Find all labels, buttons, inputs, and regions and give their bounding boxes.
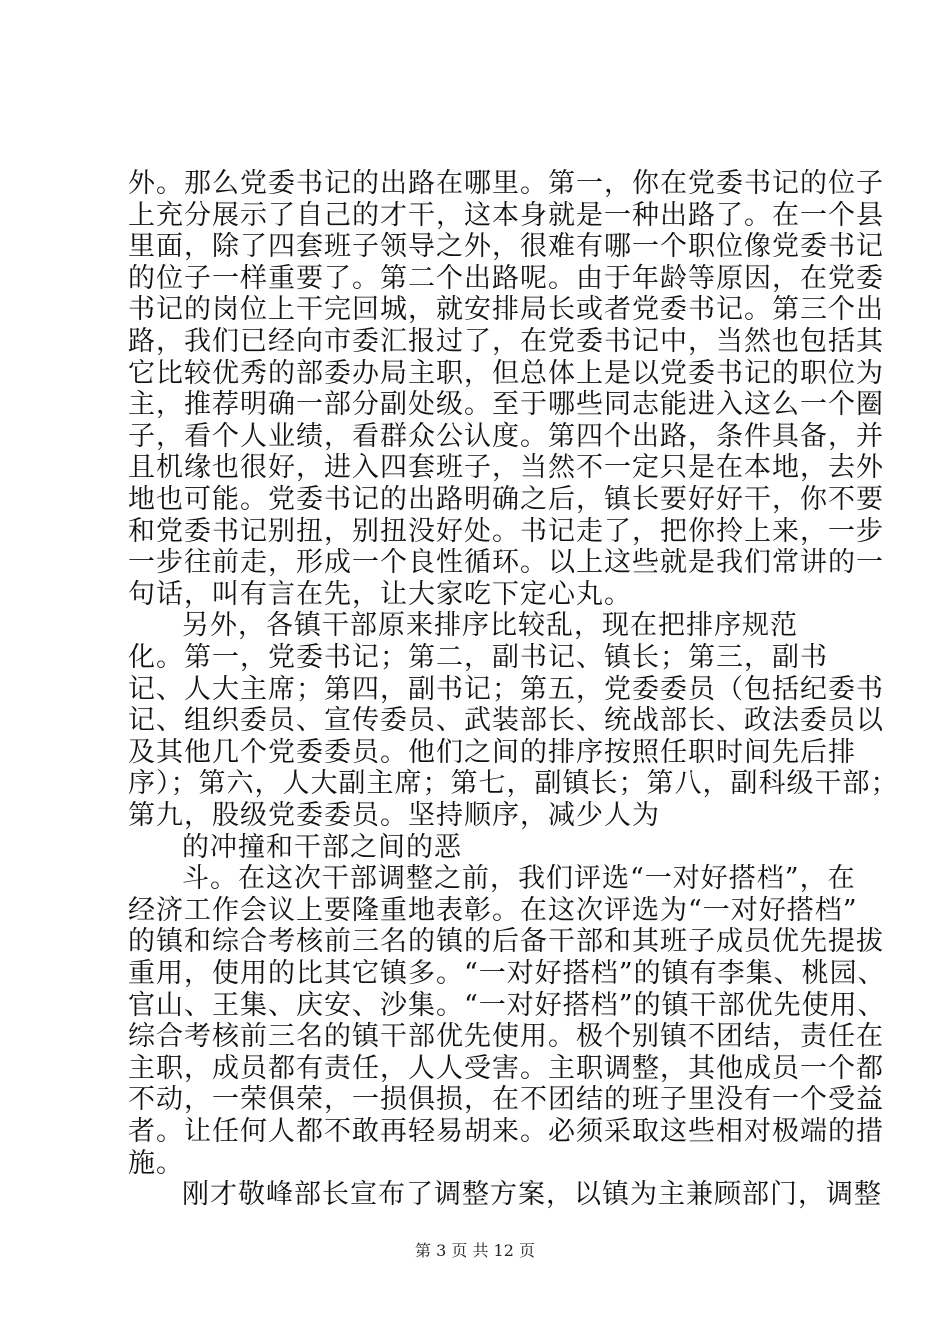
text-line: 路，我们已经向市委汇报过了，在党委书记中，当然也包括其 bbox=[128, 326, 884, 357]
text-line: 地也可能。党委书记的出路明确之后，镇长要好好干，你不要 bbox=[128, 484, 884, 515]
text-line: 上充分展示了自己的才干，这本身就是一种出路了。在一个县 bbox=[128, 199, 884, 231]
text-line: 里面，除了四套班子领导之外，很难有哪一个职位像党委书记 bbox=[128, 231, 884, 263]
text-line: 者。让任何人都不敢再轻易胡来。必须采取这些相对极端的措 bbox=[128, 1116, 884, 1147]
text-line: 一步往前走，形成一个良性循环。以上这些就是我们常讲的一 bbox=[128, 547, 884, 579]
text-line: 施。 bbox=[128, 1147, 184, 1179]
text-line: 句话，叫有言在先，让大家吃下定心丸。 bbox=[128, 578, 632, 610]
text-line: 主职，成员都有责任，人人受害。主职调整，其他成员一个都 bbox=[128, 1052, 884, 1084]
text-line: 综合考核前三名的镇干部优先使用。极个别镇不团结，责任在 bbox=[128, 1021, 884, 1053]
page-number-footer: 第 3 页 共 12 页 bbox=[415, 1241, 535, 1260]
paragraph-start-line: 刚才敬峰部长宣布了调整方案，以镇为主兼顾部门，调整 bbox=[182, 1179, 882, 1211]
text-line: 及其他几个党委委员。他们之间的排序按照任职时间先后排 bbox=[128, 736, 856, 768]
paragraph-start-line: 的冲撞和干部之间的恶 bbox=[182, 831, 462, 863]
paragraph-start-line: 斗。在这次干部调整之前，我们评选“一对好搭档”，在 bbox=[182, 863, 856, 895]
text-line: 主，推荐明确一部分副处级。至于哪些同志能进入这么一个圈 bbox=[128, 389, 884, 421]
text-line: 重用，使用的比其它镇多。“一对好搭档”的镇有李集、桃园、 bbox=[128, 958, 886, 989]
text-line: 记、人大主席；第四，副书记；第五，党委委员（包括纪委书 bbox=[128, 673, 884, 705]
text-line: 经济工作会议上要隆重地表彰。在这次评选为“一对好搭档” bbox=[128, 894, 858, 926]
text-line: 官山、王集、庆安、沙集。“一对好搭档”的镇干部优先使用、 bbox=[128, 989, 886, 1021]
text-line: 不动，一荣俱荣，一损俱损，在不团结的班子里没有一个受益 bbox=[128, 1084, 884, 1116]
text-line: 且机缘也很好，进入四套班子，当然不一定只是在本地，去外 bbox=[128, 452, 884, 484]
text-line: 它比较优秀的部委办局主职，但总体上是以党委书记的职位为 bbox=[128, 357, 884, 389]
text-line: 的镇和综合考核前三名的镇的后备干部和其班子成员优先提拔 bbox=[128, 926, 884, 958]
text-line: 记、组织委员、宣传委员、武装部长、统战部长、政法委员以 bbox=[128, 705, 884, 737]
text-line: 子，看个人业绩，看群众公认度。第四个出路，条件具备，并 bbox=[128, 420, 884, 452]
text-line: 书记的岗位上干完回城，就安排局长或者党委书记。第三个出 bbox=[128, 294, 884, 326]
text-line: 的位子一样重要了。第二个出路呢。由于年龄等原因，在党委 bbox=[128, 262, 884, 294]
text-line: 化。第一，党委书记；第二，副书记、镇长；第三，副书 bbox=[128, 642, 828, 673]
text-line: 外。那么党委书记的出路在哪里。第一，你在党委书记的位子 bbox=[128, 168, 884, 199]
text-line: 和党委书记别扭，别扭没好处。书记走了，把你拎上来，一步 bbox=[128, 515, 884, 547]
paragraph-start-line: 另外，各镇干部原来排序比较乱，现在把排序规范 bbox=[182, 610, 798, 642]
text-line: 第九，股级党委委员。坚持顺序，减少人为 bbox=[128, 800, 660, 831]
text-line: 序）；第六，人大副主席；第七，副镇长；第八，副科级干部； bbox=[128, 768, 899, 800]
